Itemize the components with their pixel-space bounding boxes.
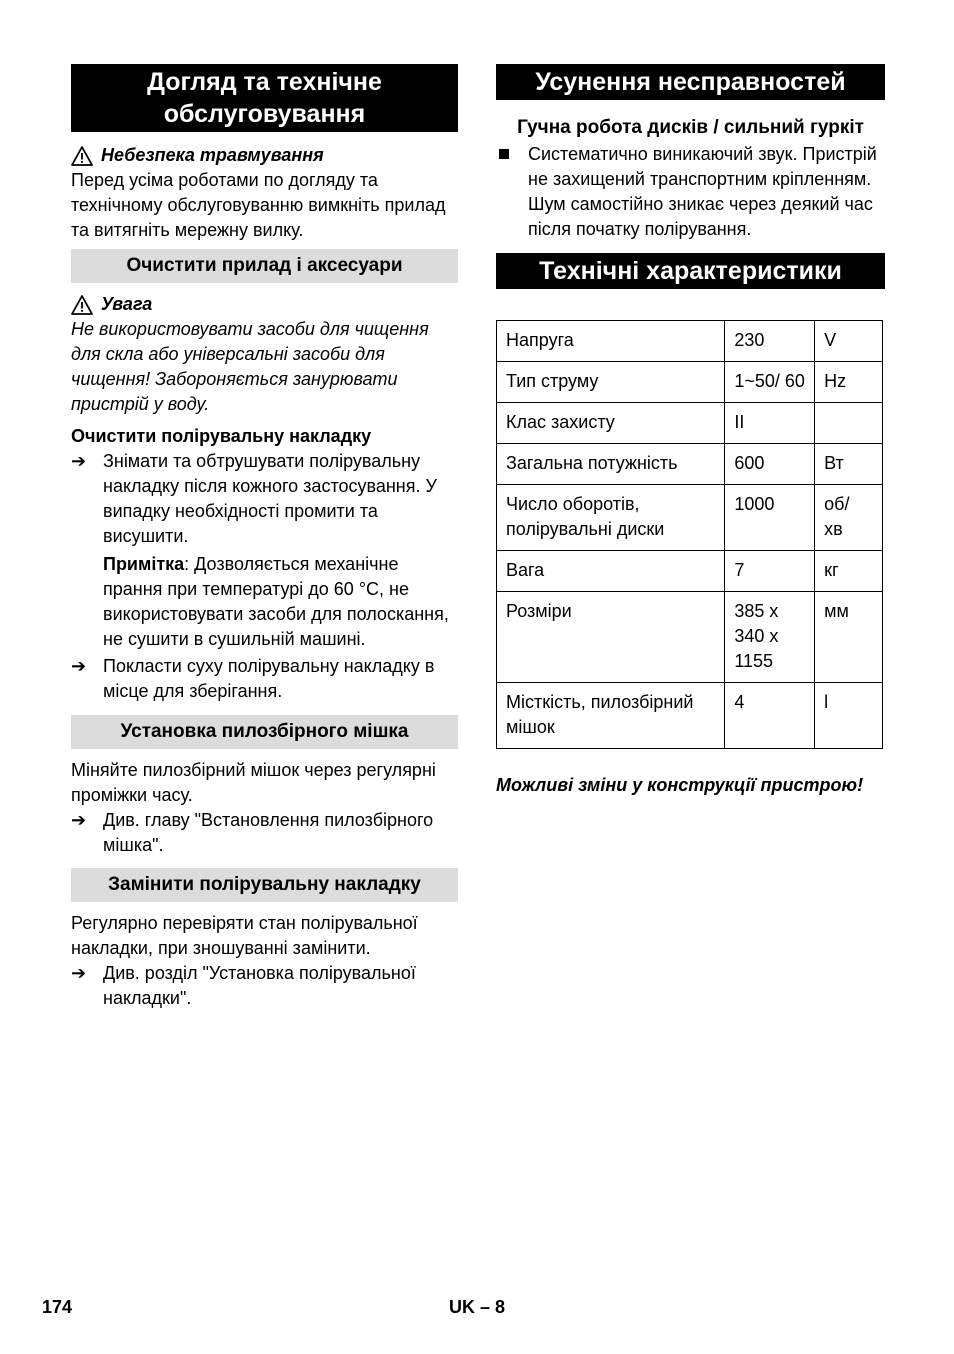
heading-replace: Замінити полірувальну накладку xyxy=(71,868,458,902)
spec-label: Загальна потужність xyxy=(497,444,725,485)
heading-specs: Технічні характеристики xyxy=(496,253,885,289)
spec-value: 230 xyxy=(725,321,815,362)
arrow-right-icon: ➔ xyxy=(71,963,87,983)
danger-warning xyxy=(71,143,458,168)
spec-row xyxy=(497,592,883,683)
changes-note: Можливі зміни у конструкції пристрою! xyxy=(496,775,864,795)
spec-unit: l xyxy=(815,683,883,749)
spec-label: Число оборотів, полірувальні диски xyxy=(497,485,725,551)
warning-triangle-icon xyxy=(71,295,93,315)
replace-step: ➔ Див. розділ "Установка полірувальної накладки". xyxy=(71,961,458,1011)
bag-text: Міняйте пилозбірний мішок через регулярні проміжки часу. xyxy=(71,760,436,805)
heading-bag: Установка пилозбірного мішка xyxy=(71,715,458,749)
spec-value: II xyxy=(725,403,815,444)
spec-label: Розміри xyxy=(497,592,725,683)
heading-clean: Очистити прилад і аксесуари xyxy=(71,249,458,283)
danger-text: Перед усіма роботами по догляду та технічному обслуговуванню вимкніть прилад та витягніть мережну вилку. xyxy=(71,170,446,240)
caution-title: Увага xyxy=(101,294,153,314)
replace-text: Регулярно перевіряти стан полірувальної накладки, при зношуванні замінити. xyxy=(71,913,418,958)
note xyxy=(71,552,458,652)
spec-label: Напруга xyxy=(497,321,725,362)
warning-triangle-icon xyxy=(71,146,93,166)
spec-unit: кг xyxy=(815,551,883,592)
spec-value: 1~50/ 60 xyxy=(725,362,815,403)
note-label: Примітка xyxy=(103,554,185,574)
clean-pad-step-1: ➔ Знімати та обтрушувати полірувальну накладку після кожного застосування. У випадку необхідності промити та висушити. xyxy=(71,449,458,549)
note-text: : Дозволяється механічне прання при температурі до 60 °C, не використовувати засоби для полоскання, не сушити в сушильній машині. xyxy=(103,554,449,649)
specs-table xyxy=(496,320,883,749)
spec-label: Місткість, пилозбірний мішок xyxy=(497,683,725,749)
spec-label: Тип струму xyxy=(497,362,725,403)
spec-row xyxy=(497,444,883,485)
spec-unit xyxy=(815,403,883,444)
lang-page: UK – 8 xyxy=(449,1297,506,1317)
spec-unit: V xyxy=(815,321,883,362)
danger-title: Небезпека травмування xyxy=(101,145,324,165)
arrow-right-icon: ➔ xyxy=(71,451,87,471)
clean-pad-title: Очистити полірувальну накладку xyxy=(71,426,372,446)
arrow-right-icon: ➔ xyxy=(71,656,87,676)
spec-row xyxy=(497,683,883,749)
noise-title: Гучна робота дисків / сильний гуркіт xyxy=(517,117,864,138)
right-column xyxy=(496,64,885,798)
spec-value: 7 xyxy=(725,551,815,592)
spec-value: 1000 xyxy=(725,485,815,551)
spec-row xyxy=(497,551,883,592)
spec-label: Вага xyxy=(497,551,725,592)
caution-text: Не використовувати засоби для чищення для скла або універсальні засоби для чищення! Забороняється занурювати пристрій у воду. xyxy=(71,319,429,414)
spec-row xyxy=(497,362,883,403)
square-bullet-icon xyxy=(496,142,528,242)
spec-value: 4 xyxy=(725,683,815,749)
spec-value: 385 x 340 x 1155 xyxy=(725,592,815,683)
arrow-right-icon: ➔ xyxy=(71,810,87,830)
page-number: 174 xyxy=(42,1297,73,1317)
clean-pad-step-2: ➔ Покласти суху полірувальну накладку в місце для зберігання. xyxy=(71,654,458,704)
spec-unit: Hz xyxy=(815,362,883,403)
spec-unit: мм xyxy=(815,592,883,683)
left-column xyxy=(71,64,458,1011)
spec-row xyxy=(497,485,883,551)
caution-warning xyxy=(71,292,458,317)
spec-row xyxy=(497,321,883,362)
spec-unit: об/ хв xyxy=(815,485,883,551)
heading-care: Догляд та технічне обслуговування xyxy=(71,64,458,132)
spec-unit: Вт xyxy=(815,444,883,485)
spec-value: 600 xyxy=(725,444,815,485)
noise-item: Систематично виникаючий звук. Пристрій не захищений транспортним кріпленням. Шум самостійно зникає через деякий час після початку полірування. xyxy=(496,142,885,242)
bag-step: ➔ Див. главу "Встановлення пилозбірного мішка". xyxy=(71,808,458,858)
spec-row xyxy=(497,403,883,444)
heading-troubleshooting: Усунення несправностей xyxy=(496,64,885,100)
spec-label: Клас захисту xyxy=(497,403,725,444)
